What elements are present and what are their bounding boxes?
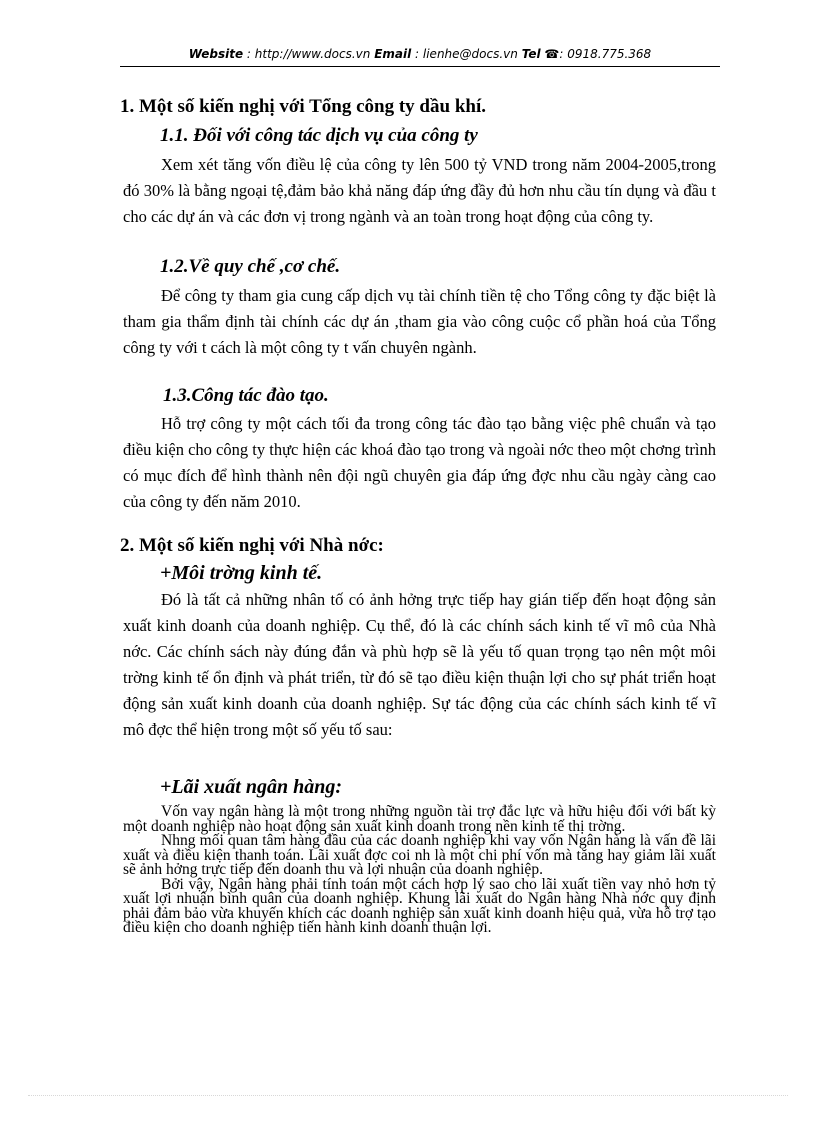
- bank-interest-body: [123, 805, 716, 936]
- section1-3-heading: 1.3.Công tác đào tạo.: [163, 385, 329, 406]
- website-value: : http://www.docs.vn: [243, 47, 375, 61]
- email-label: Email: [374, 47, 412, 61]
- section1-3-paragraph: Hỗ trợ công ty một cách tối đa trong công tác đào tạo bằng việc phê chuẩn và tạo điều kiện cho công ty thực hiện các khoá đào tạo trong và ngoài nớc theo một chơng trình có mục đích để hình thành nên đội ngũ chuyên gia đáp ứng đợc nhu cầu ngày càng cao của công ty đến năm 2010.: [123, 414, 716, 511]
- section1-1-heading: 1.1. Đối với công tác dịch vụ của công ty: [160, 125, 478, 146]
- website-label: Website: [188, 47, 244, 61]
- economic-environment-paragraph: Đó là tất cả những nhân tố có ảnh hởng trực tiếp hay gián tiếp đến hoạt động sản xuất kinh doanh của doanh nghiệp. Cụ thể, đó là các chính sách kinh tế vĩ mô của Nhà nớc. Các chính sách này đúng đắn và phù hợp sẽ là yếu tố quan trọng tạo nên một môi trờng kinh tế ổn định và phát triển, từ đó sẽ tạo điều kiện thuận lợi cho sự phát triển hoạt động sản xuất kinh doanh của doanh nghiệp. Sự tác động của các chính sách kinh tế vĩ mô đợc thể hiện trong một số yếu tố sau:: [123, 590, 716, 739]
- page-header: [120, 47, 720, 61]
- footer-dotted-line: [28, 1095, 788, 1096]
- bank-interest-paragraph-2: Nhng mối quan tâm hàng đầu của các doanh nghiệp khi vay vốn Ngân hàng là vấn đề lãi xuất và điều kiện thanh toán. Lãi xuất đợc coi nh là một chi phí vốn mà tăng hay giảm lãi xuất sẽ ảnh hởng trực tiếp đến doanh thu và lợi nhuận của doanh nghiệp.: [123, 832, 716, 878]
- section1-heading: 1. Một số kiến nghị với Tổng công ty dầu khí.: [120, 96, 486, 117]
- section2-heading: 2. Một số kiến nghị với Nhà nớc:: [120, 535, 384, 556]
- email-value: : lienhe@docs.vn: [411, 47, 522, 61]
- section1-2-heading: 1.2.Về quy chế ,cơ chế.: [160, 256, 341, 277]
- tel-value: : 0918.775.368: [559, 47, 652, 61]
- bank-interest-paragraph-1: Vốn vay ngân hàng là một trong những nguồn tài trợ đắc lực và hữu hiệu đối với bất kỳ một doanh nghiệp nào hoạt động sản xuất kinh doanh trong nền kinh tế thị trờng.: [123, 803, 716, 835]
- phone-icon: ☎: [544, 47, 560, 61]
- section1-2-paragraph: Để công ty tham gia cung cấp dịch vụ tài chính tiền tệ cho Tổng công ty đặc biệt là tham gia thẩm định tài chính các dự án ,tham gia vào công cuộc cổ phần hoá của Tổng công ty với t cách là một công ty t vấn chuyên ngành.: [123, 286, 716, 357]
- header-divider: [120, 66, 720, 67]
- economic-environment-heading: +Môi trờng kinh tế.: [160, 562, 323, 584]
- section1-1-paragraph: Xem xét tăng vốn điều lệ của công ty lên 500 tỷ VND trong năm 2004-2005,trong đó 30% là bằng ngoại tệ,đảm bảo khả năng đáp ứng đầy đủ hơn nhu cầu tín dụng và đầu t cho các dự án và các đơn vị trong ngành và an toàn trong hoạt động của công ty.: [123, 155, 716, 226]
- tel-label: Tel: [521, 47, 541, 61]
- bank-interest-paragraph-3: Bởi vậy, Ngân hàng phải tính toán một cách hợp lý sao cho lãi xuất tiền vay nhỏ hơn tỷ xuất lợi nhuận bình quân của doanh nghiệp. Khung lãi xuất do Ngân hàng Nhà nớc quy định phải đảm bảo vừa khuyến khích các doanh nghiệp sản xuất kinh doanh hiệu quả, vừa hỗ trợ tạo điều kiện cho doanh nghiệp tiến hành kinh doanh thuận lợi.: [123, 875, 716, 936]
- bank-interest-heading: +Lãi xuất ngân hàng:: [160, 776, 343, 798]
